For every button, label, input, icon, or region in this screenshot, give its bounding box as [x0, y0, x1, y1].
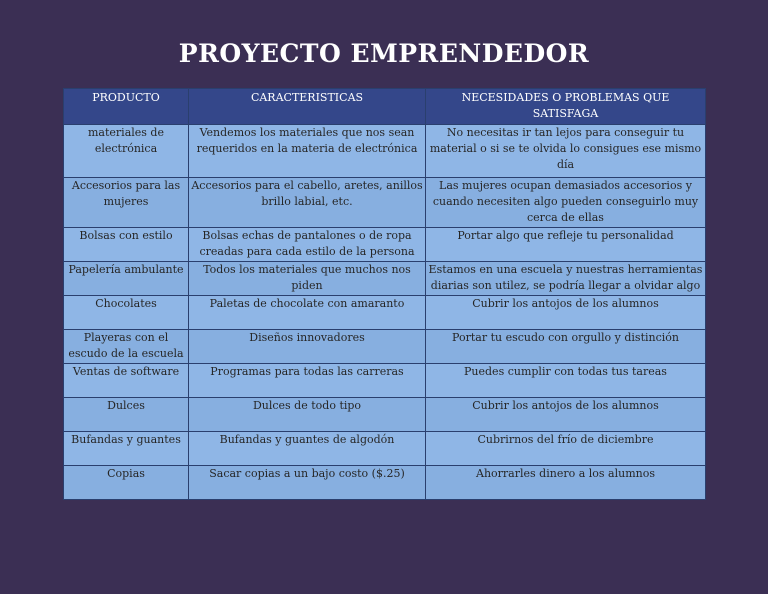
product-cell: Accesorios para las mujeres — [64, 178, 189, 228]
page-title: PROYECTO EMPRENDEDOR — [178, 39, 590, 68]
product-cell: Ventas de software — [64, 364, 189, 398]
needs-cell: Portar tu escudo con orgullo y distinción — [426, 330, 706, 364]
needs-cell: Cubrir los antojos de los alumnos — [426, 398, 706, 432]
characteristics-cell: Sacar copias a un bajo costo ($.25) — [189, 466, 426, 500]
table-row — [64, 228, 706, 262]
needs-cell: Estamos en una escuela y nuestras herramientas diarias son utilez, se podría llegar a olvidar algo — [426, 262, 706, 296]
column-header-necesidades: NECESIDADES O PROBLEMAS QUE SATISFAGA — [426, 89, 706, 125]
table-row — [64, 178, 706, 228]
characteristics-cell: Accesorios para el cabello, aretes, anillos brillo labial, etc. — [189, 178, 426, 228]
table-row — [64, 364, 706, 398]
needs-cell: Cubrirnos del frío de diciembre — [426, 432, 706, 466]
table-row — [64, 466, 706, 500]
table-row — [64, 262, 706, 296]
table-row — [64, 398, 706, 432]
characteristics-cell: Bufandas y guantes de algodón — [189, 432, 426, 466]
needs-cell: Puedes cumplir con todas tus tareas — [426, 364, 706, 398]
column-header-producto: PRODUCTO — [64, 89, 189, 125]
characteristics-cell: Programas para todas las carreras — [189, 364, 426, 398]
product-cell: materiales de electrónica — [64, 125, 189, 178]
product-cell: Bufandas y guantes — [64, 432, 189, 466]
needs-cell: Cubrir los antojos de los alumnos — [426, 296, 706, 330]
characteristics-cell: Diseños innovadores — [189, 330, 426, 364]
table-header-row — [64, 89, 706, 125]
needs-cell: Las mujeres ocupan demasiados accesorios y cuando necesiten algo pueden conseguirlo muy cerca de ellas — [426, 178, 706, 228]
product-cell: Playeras con el escudo de la escuela — [64, 330, 189, 364]
product-cell: Papelería ambulante — [64, 262, 189, 296]
table-row — [64, 432, 706, 466]
characteristics-cell: Dulces de todo tipo — [189, 398, 426, 432]
characteristics-cell: Vendemos los materiales que nos sean requeridos en la materia de electrónica — [189, 125, 426, 178]
product-table — [63, 88, 706, 500]
table-row — [64, 296, 706, 330]
characteristics-cell: Todos los materiales que muchos nos piden — [189, 262, 426, 296]
needs-cell: Ahorrarles dinero a los alumnos — [426, 466, 706, 500]
table-row — [64, 330, 706, 364]
column-header-caracteristicas: CARACTERISTICAS — [189, 89, 426, 125]
characteristics-cell: Paletas de chocolate con amaranto — [189, 296, 426, 330]
product-cell: Dulces — [64, 398, 189, 432]
product-cell: Bolsas con estilo — [64, 228, 189, 262]
needs-cell: No necesitas ir tan lejos para conseguir tu material o si se te olvida lo consigues ese mismo día — [426, 125, 706, 178]
product-cell: Copias — [64, 466, 189, 500]
needs-cell: Portar algo que refleje tu personalidad — [426, 228, 706, 262]
characteristics-cell: Bolsas echas de pantalones o de ropa creadas para cada estilo de la persona — [189, 228, 426, 262]
product-cell: Chocolates — [64, 296, 189, 330]
table-row — [64, 125, 706, 178]
